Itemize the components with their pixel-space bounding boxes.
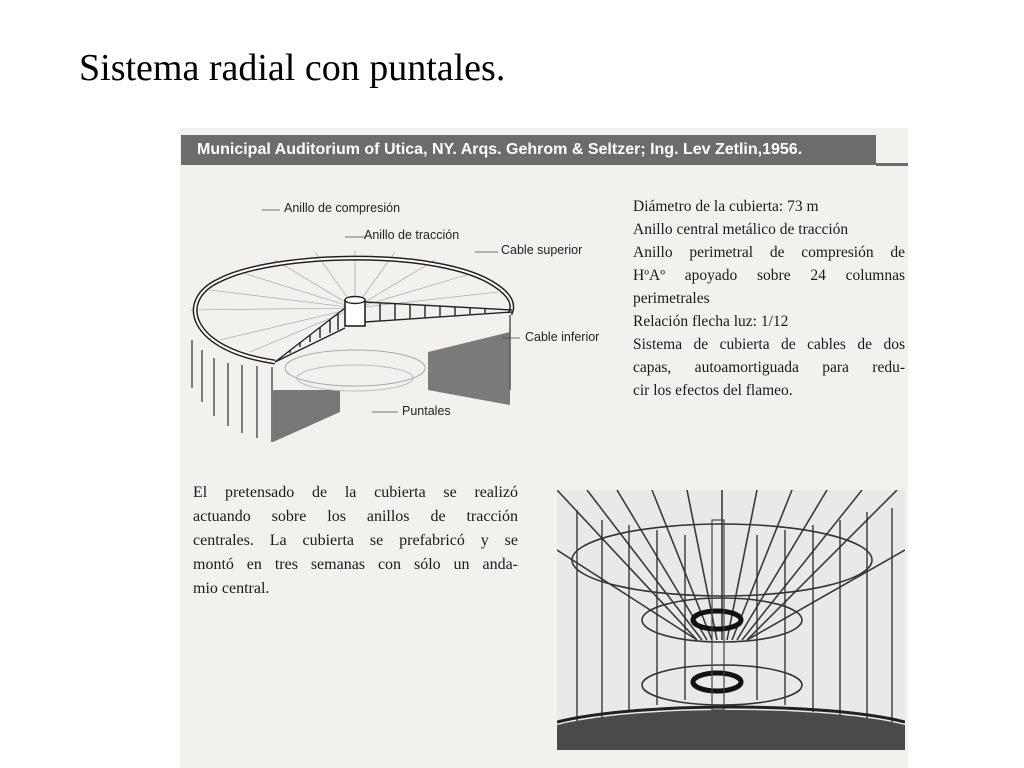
body-line: actuando sobre los anillos de tracción [193,508,518,525]
wall-shading-right [428,332,510,405]
body-line: centrales. La cubierta se prefabricó y se [193,532,518,549]
label-lower-cable: Cable inferior [525,330,600,344]
label-struts: Puntales [402,404,451,418]
label-compression-ring: Anillo de compresión [284,201,401,215]
right-radial-truss [365,302,512,322]
figure-banner: Municipal Auditorium of Utica, NY. Arqs. Gehrom & Seltzer; Ing. Lev Zetlin,1956. [181,135,876,165]
spec-line: perimetrales [633,290,710,307]
inner-ring-upper [285,350,425,386]
roof-structure-diagram [180,190,620,455]
construction-photo [557,490,905,750]
spec-line: Diámetro de la cubierta: 73 m [633,198,819,215]
construction-photo-drawing [557,490,905,750]
spec-line: Relación flecha luz: 1/12 [633,313,789,330]
spec-line: capas, autoamortiguada para redu- [633,359,905,376]
slide-title: Sistema radial con puntales. [79,47,506,89]
body-line: mio central. [193,580,270,597]
spec-line: Sistema de cubierta de cables de dos [633,336,905,353]
spec-line: cir los efectos del flameo. [633,382,793,399]
spec-line: Anillo perimetral de compresión de [633,244,905,261]
body-line: El pretensado de la cubierta se realizó [193,484,518,501]
prestress-description [193,481,518,601]
label-tension-ring: Anillo de tracción [364,228,460,242]
body-line: montó en tres semanas con sólo un anda- [193,556,518,573]
spec-line: HºAº apoyado sobre 24 columnas [633,267,905,284]
wall-shading-left [273,390,340,442]
specs-paragraph [633,195,905,402]
label-upper-cable: Cable superior [501,243,583,257]
banner-rule [876,163,908,166]
inner-ring-lower [297,365,413,391]
spec-line: Anillo central metálico de tracción [633,221,849,238]
